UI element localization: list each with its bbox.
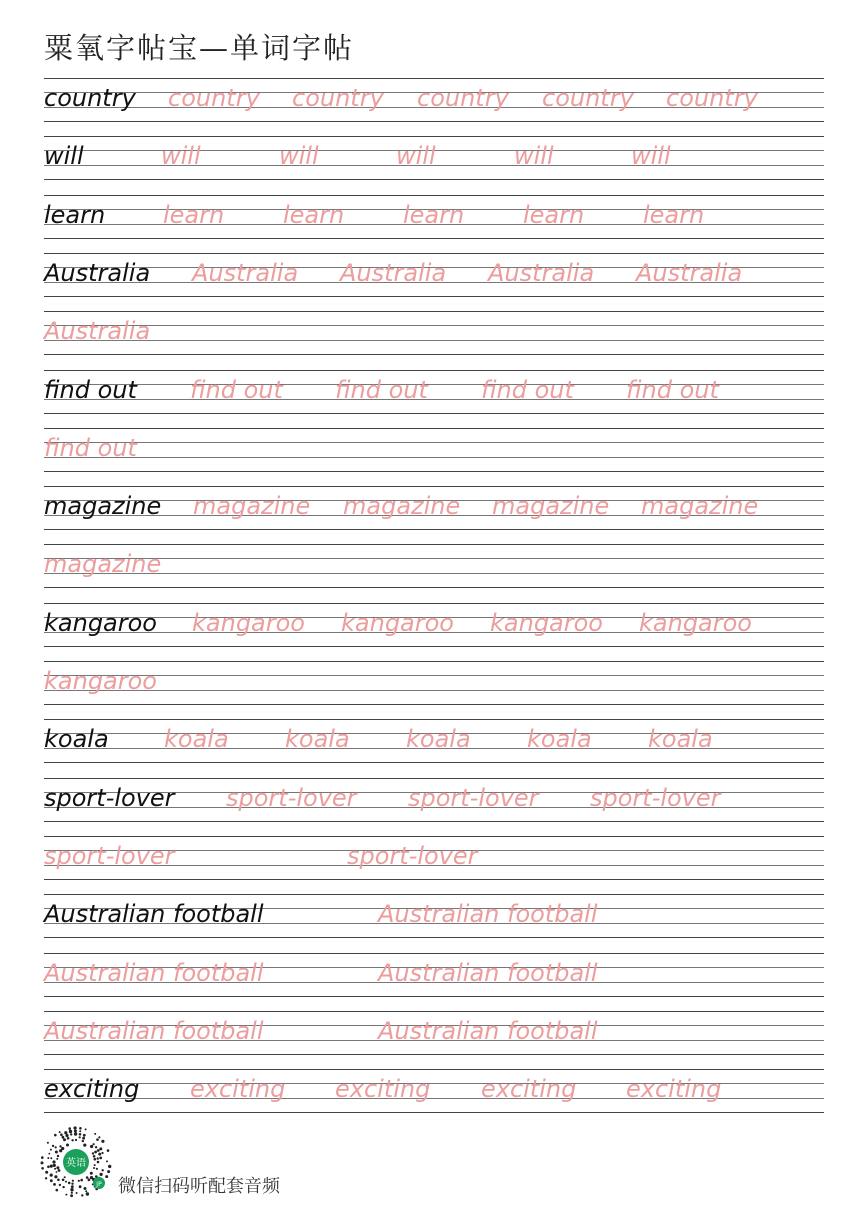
trace-word: kangaroo [192,608,305,637]
ruled-line [44,719,824,720]
ruled-line [44,894,824,895]
trace-word: will [161,142,201,171]
practice-row [44,894,824,938]
ruled-line [44,690,824,691]
trace-word: find out [481,375,574,404]
trace-word: koala [164,725,229,754]
trace-word: exciting [335,1075,431,1104]
ruled-line [44,675,824,676]
model-word: koala [44,725,109,754]
practice-row [44,953,824,997]
ruled-line [44,325,824,326]
ruled-line [44,821,824,822]
ruled-line [44,603,824,604]
ruled-line [44,661,824,662]
ruled-line [44,136,824,137]
practice-row [44,1011,824,1055]
ruled-line [44,544,824,545]
trace-word: Australian football [44,958,264,987]
practice-row [44,1069,824,1113]
trace-word: learn [163,200,225,229]
trace-word: learn [283,200,345,229]
trace-word: country [417,84,509,112]
ruled-line [44,370,824,371]
model-word: country [44,84,136,112]
trace-word: will [514,142,554,171]
ruled-line [44,937,824,938]
ruled-line [44,587,824,588]
ruled-line [44,238,824,239]
trace-word: learn [403,200,465,229]
ruled-line [44,457,824,458]
scan-instruction: 微信扫码听配套音频 [118,1176,280,1197]
model-word: Australian football [44,900,264,929]
model-word: kangaroo [44,608,157,637]
trace-word: Australia [192,258,299,287]
practice-row [44,661,824,705]
trace-word: country [666,84,758,112]
ruled-line [44,1069,824,1070]
qr-badge-text: 英语 [66,1158,86,1169]
trace-word: koala [406,725,471,754]
ruled-line [44,428,824,429]
trace-word: sport-lover [347,841,478,870]
ruled-line [44,471,824,472]
ruled-line [44,179,824,180]
trace-word: country [542,84,634,112]
footer [40,1126,340,1202]
ruled-line [44,1112,824,1113]
trace-word: kangaroo [639,608,752,637]
ruled-line [44,354,824,355]
model-word: magazine [44,492,162,521]
trace-word: Australian football [378,900,598,929]
model-word: exciting [44,1075,140,1104]
model-word: learn [44,200,106,229]
trace-word: learn [523,200,585,229]
ruled-line [44,442,824,443]
trace-word: country [292,84,384,112]
trace-word: koala [527,725,592,754]
ruled-line [44,646,824,647]
trace-word: sport-lover [226,783,357,812]
trace-word: kangaroo [341,608,454,637]
ruled-line [44,121,824,122]
ruled-line [44,762,824,763]
trace-word: exciting [190,1075,286,1104]
trace-word: Australian football [44,1016,264,1045]
trace-word: will [396,142,436,171]
trace-word: Australian football [378,958,598,987]
trace-word: magazine [492,492,610,521]
ruled-line [44,704,824,705]
trace-word: find out [44,433,137,462]
page-title: 粟氧字帖宝—单词字帖 [44,31,355,65]
trace-word: kangaroo [490,608,603,637]
model-word: sport-lover [44,783,175,812]
trace-word: magazine [193,492,311,521]
trace-word: koala [648,725,713,754]
trace-word: Australia [488,258,595,287]
ruled-line [44,836,824,837]
model-word: will [44,142,84,171]
trace-word: exciting [626,1075,722,1104]
ruled-line [44,996,824,997]
qr-code-icon[interactable] [40,1126,112,1198]
practice-row [44,544,824,588]
trace-word: sport-lover [44,841,175,870]
trace-word: magazine [641,492,759,521]
trace-word: magazine [343,492,461,521]
qr-corner-text: JP [96,1181,102,1188]
ruled-line [44,253,824,254]
trace-word: will [631,142,671,171]
practice-row [44,778,824,822]
trace-word: find out [626,375,719,404]
trace-word: country [168,84,260,112]
practice-row [44,253,824,297]
trace-word: find out [335,375,428,404]
trace-word: learn [643,200,705,229]
ruled-line [44,340,824,341]
ruled-line [44,195,824,196]
practice-row [44,603,824,647]
trace-word: sport-lover [590,783,721,812]
ruled-line [44,879,824,880]
model-word: find out [44,375,137,404]
ruled-line [44,78,824,79]
practice-row [44,311,824,355]
practice-row [44,195,824,239]
practice-row [44,370,824,414]
trace-word: Australian football [378,1016,598,1045]
trace-word: find out [190,375,283,404]
practice-row [44,428,824,472]
trace-word: koala [285,725,350,754]
trace-word: magazine [44,550,162,579]
model-word: Australia [44,258,151,287]
trace-word: Australia [44,317,151,346]
ruled-line [44,296,824,297]
trace-word: exciting [481,1075,577,1104]
trace-word: Australia [340,258,447,287]
trace-word: Australia [636,258,743,287]
ruled-line [44,953,824,954]
practice-row [44,136,824,180]
trace-word: will [279,142,319,171]
practice-row [44,836,824,880]
trace-word: sport-lover [408,783,539,812]
trace-word: kangaroo [44,667,157,695]
practice-row [44,719,824,763]
ruled-line [44,529,824,530]
ruled-line [44,1054,824,1055]
ruled-line [44,486,824,487]
practice-row [44,486,824,530]
ruled-line [44,413,824,414]
ruled-line [44,778,824,779]
practice-row [44,78,824,122]
ruled-line [44,311,824,312]
ruled-line [44,1011,824,1012]
